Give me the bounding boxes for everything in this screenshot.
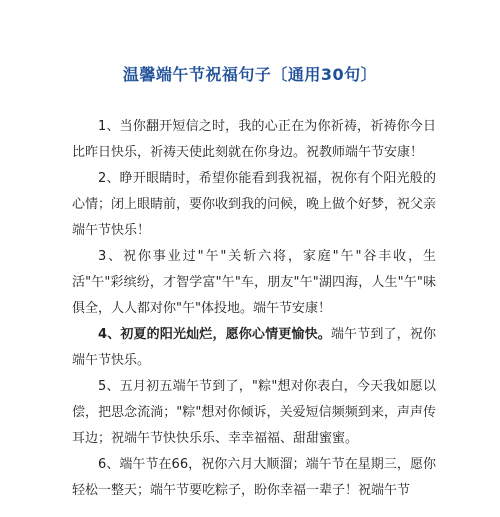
paragraph-4: [72, 322, 436, 374]
paragraph-3: [72, 244, 436, 322]
paragraph-4-text: 端午节到了，祝你端午节快乐。: [72, 327, 436, 368]
paragraph-5: [72, 374, 436, 452]
paragraph-1: [72, 114, 436, 166]
paragraph-6: [72, 452, 436, 504]
paragraph-5-text: 5、五月初五端午节到了，"粽"想对你表白，今天我如愿以偿，把思念流淌；"粽"想对你倾诉，关爱短信频频到来，声声传耳边；祝端午节快快乐乐、幸幸福福、甜甜蜜蜜。: [72, 379, 436, 446]
paragraph-4-bold: 4、初夏的阳光灿烂，愿你心情更愉快。: [98, 327, 331, 342]
paragraph-1-text: 1、当你翻开短信之时，我的心正在为你祈祷，祈祷你今日比昨日快乐，祈祷天使此刻就在你身边。祝教师端午节安康！: [72, 119, 436, 160]
paragraph-2: [72, 166, 436, 244]
paragraph-2-text: 2、睁开眼睛时，希望你能看到我祝福，祝你有个阳光般的心情；闭上眼睛前，要你收到我的问候，晚上做个好梦，祝父亲端午节快乐！: [72, 171, 437, 238]
article-title: 温馨端午节祝福句子〔通用30句〕: [122, 65, 378, 84]
paragraph-3-text: 3、祝你事业过"午"关斩六将，家庭"午"谷丰收，生活"午"彩缤纷，才智学富"午"车，朋友"午"湖四海，人生"午"味俱全，人人都对你"午"体投地。端午节安康！: [72, 249, 436, 316]
article-body: [72, 114, 436, 504]
paragraph-6-text: 6、端午节在66，祝你六月大顺溜；端午节在星期三，愿你轻松一整天；端午节要吃粽子，盼你幸福一辈子！祝端午节: [72, 457, 436, 498]
